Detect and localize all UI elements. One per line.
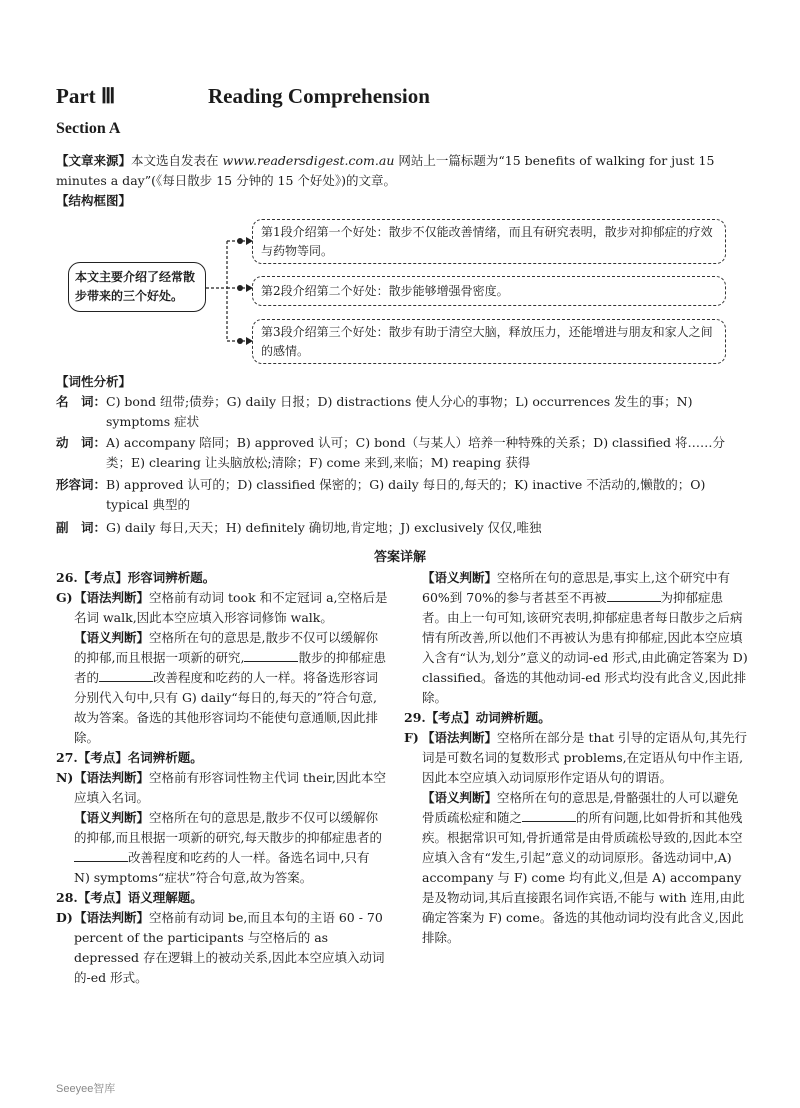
pos-key: 副 词：: [56, 520, 107, 535]
q28-grammar-text: 空格前有动词 be,而且本句的主语 60 - 70 percent of the participants 与空格后的 as depressed 存在逻辑上的被动关系,因此本空应填入动词的-ed 形式。: [74, 910, 385, 985]
q27-semantic-pre: 空格所在句的意思是,散步不仅可以缓解你的抑郁,而且根据一项新的研究,每天散步的抑郁症患者的: [74, 810, 382, 845]
q29-grammar: [404, 728, 748, 788]
q29-semantic-label: 【语义判断】: [422, 790, 498, 805]
q29-blank: [522, 809, 576, 822]
q27-blank: [74, 849, 128, 862]
q28-semantic-pre: 空格所在句的意思是,事实上,这个研究中有 60%到 70%的参与者甚至不再被: [422, 570, 730, 605]
q27-semantic: [56, 808, 388, 888]
answers-title: 答案详解: [373, 550, 426, 565]
source-paragraph: [56, 151, 746, 191]
structure-main-box: 本文主要介绍了经常散步带来的三个好处。: [68, 262, 206, 312]
q26-blank-b: [99, 669, 153, 682]
pos-key: 动 词：: [56, 435, 107, 450]
pos-value: B) approved 认可的；D) classified 保密的；G) daily 每日的,每天的；K) inactive 不活动的,懒散的；O) typical 典型的: [106, 477, 706, 512]
q27-semantic-label: 【语义判断】: [74, 810, 150, 825]
part-title: Reading Comprehension: [208, 84, 430, 108]
q28-head: 28.【考点】语义理解题。: [56, 890, 203, 905]
q28-semantic-label: 【语义判断】: [422, 570, 498, 585]
q26-grammar: [56, 588, 388, 628]
q28-grammar-label: 【语法判断】: [74, 910, 150, 925]
answers-left-column: [56, 568, 388, 988]
q27-grammar: [56, 768, 388, 808]
pos-row-verb: [56, 433, 748, 473]
q28-grammar: [56, 908, 388, 988]
q26-blank-a: [244, 649, 298, 662]
q27-letter: N): [56, 770, 74, 785]
q26-grammar-label: 【语法判断】: [74, 590, 150, 605]
structure-item-3: 第3段介绍第三个好处：散步有助于清空大脑，释放压力，还能增进与朋友和家人之间的感情。: [252, 319, 726, 364]
section-title: Section A: [56, 120, 121, 137]
source-site: www.readersdigest.com.au: [222, 153, 395, 168]
q27-grammar-text: 空格前有形容词性物主代词 their,因此本空应填入名词。: [74, 770, 387, 805]
source-pre: 本文选自发表在: [131, 153, 223, 168]
q26-semantic: [56, 628, 388, 748]
q29-grammar-label: 【语法判断】: [422, 730, 498, 745]
q28-letter: D): [56, 910, 73, 925]
q28-semantic: [404, 568, 748, 708]
pos-value: G) daily 每日,天天；H) definitely 确切地,肯定地；J) exclusively 仅仅,唯独: [106, 520, 542, 535]
q26-semantic-mid: 散步的抑郁症患者的: [74, 650, 386, 685]
structure-label: 【结构框图】: [56, 193, 132, 208]
q29-semantic-post: 的所有问题,比如骨折和其他残疾。根据常识可知,骨折通常是由骨质疏松导致的,因此本空应填入含有“发生,引起”意义的动词原形。备选动词中,A) accompany 与 F) come 均有此义,但是 A) accompany 是及物动词,其后直接跟名词作宾语,不能与 with 连用,由此确定答案为 F) come。备选的其他动词均没有此含义,因此排除。: [422, 810, 745, 945]
q28-blank: [607, 589, 661, 602]
pos-row-adjective: [56, 475, 748, 515]
q26-semantic-post: 改善程度和吃药的人一样。将备选形容词分别代入句中,只有 G) daily“每日的,每天的”符合句意,故为答案。备选的其他形容词均不能使句意通顺,因此排除。: [74, 670, 379, 745]
structure-item-1: 第1段介绍第一个好处：散步不仅能改善情绪，而且有研究表明，散步对抑郁症的疗效与药物等同。: [252, 219, 726, 264]
q29-head: 29.【考点】动词辨析题。: [404, 710, 551, 725]
q26-grammar-text: 空格前有动词 took 和不定冠词 a,空格后是名词 walk,因此本空应填入形容词修饰 walk。: [74, 590, 388, 625]
part-number: Part Ⅲ: [56, 84, 116, 108]
pos-key: 名 词：: [56, 394, 107, 409]
q26-letter: G): [56, 590, 73, 605]
pos-row-adverb: [56, 518, 748, 538]
q26-semantic-pre: 空格所在句的意思是,散步不仅可以缓解你的抑郁,而且根据一项新的研究,: [74, 630, 378, 665]
q26-head: 26.【考点】形容词辨析题。: [56, 570, 216, 585]
q29-grammar-text: 空格所在部分是 that 引导的定语从句,其先行词是可数名词的复数形式 problems,在定语从句中作主语,因此本空应填入动词原形作定语从句的谓语。: [422, 730, 747, 785]
q26-semantic-label: 【语义判断】: [74, 630, 150, 645]
structure-connector: [205, 228, 257, 358]
pos-label: 【词性分析】: [56, 374, 132, 389]
q27-grammar-label: 【语法判断】: [74, 770, 150, 785]
pos-value: A) accompany 陪同；B) approved 认可；C) bond（与某人）培养一种特殊的关系；D) classified 将……分类；E) clearing 让头脑放松;清除；F) come 来到,来临；M) reaping 获得: [106, 435, 726, 470]
q29-letter: F): [404, 730, 419, 745]
pos-row-noun: [56, 392, 748, 432]
footer-watermark: Seeyee智库: [56, 1083, 116, 1095]
q29-semantic-pre: 空格所在句的意思是,骨骼强壮的人可以避免骨质疏松症和随之: [422, 790, 739, 825]
q27-head: 27.【考点】名词辨析题。: [56, 750, 203, 765]
answers-right-column: [404, 568, 748, 948]
q27-semantic-post: 改善程度和吃药的人一样。备选名词中,只有 N) symptoms“症状”符合句意,故为答案。: [74, 850, 370, 885]
source-label: 【文章来源】: [56, 153, 132, 168]
q29-semantic: [404, 788, 748, 948]
structure-item-2: 第2段介绍第二个好处：散步能够增强骨密度。: [252, 276, 726, 306]
source-post: 网站上一篇标题为“15 benefits of walking for just 15 minutes a day”(《每日散步 15 分钟的 15 个好处》)的文章。: [56, 153, 715, 188]
q28-semantic-post: 为抑郁症患者。由上一句可知,该研究表明,抑郁症患者每日散步之后病情有所改善,所以他们不再被认为患有抑郁症,因此本空应填入含有“认为,划分”意义的动词-ed 形式,由此确定答案为 D) classified。备选的其他动词-ed 形式均没有此含义,因此排除。: [422, 590, 748, 705]
pos-value: C) bond 纽带;债券；G) daily 日报；D) distractions 使人分心的事物；L) occurrences 发生的事；N) symptoms 症状: [106, 394, 693, 429]
pos-key: 形容词：: [56, 477, 107, 492]
